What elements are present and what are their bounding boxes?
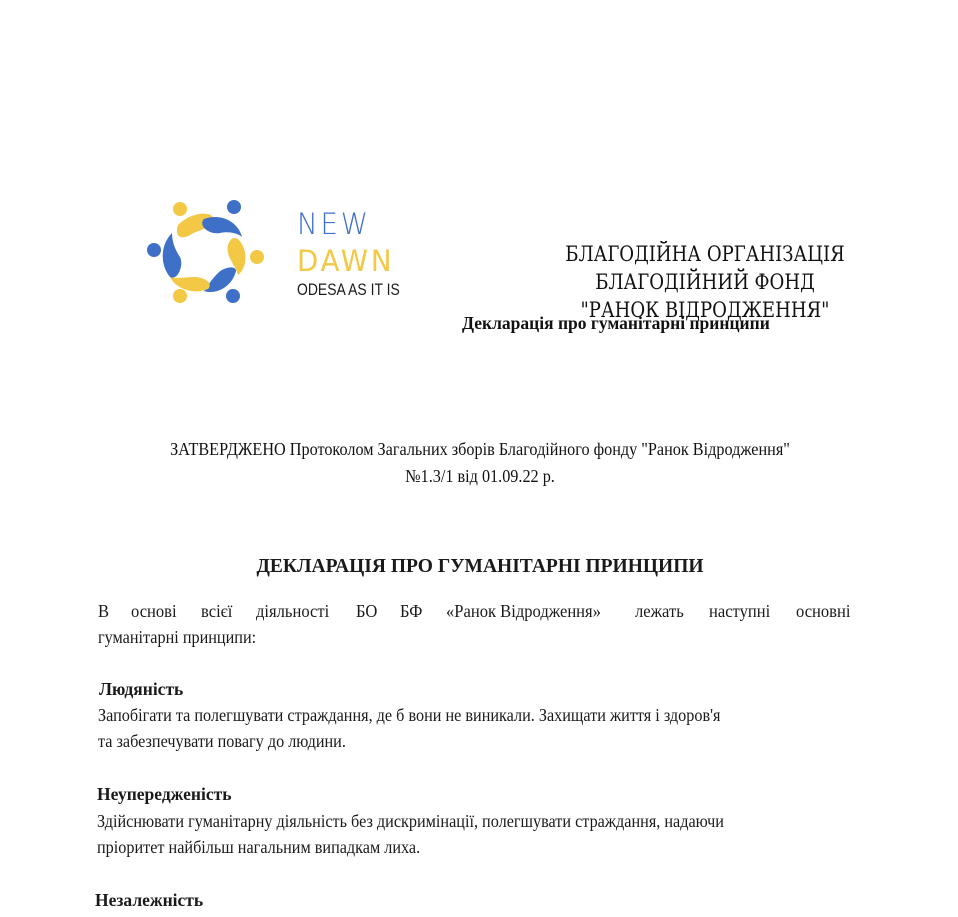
principle-body-humanity xyxy=(98,702,858,754)
principle-title-impartiality: Неупередженість xyxy=(97,784,232,804)
principle-title-independence: Незалежність xyxy=(95,890,204,910)
principle-line: пріоритет найбільш нагальним випадкам лиха. xyxy=(97,837,421,857)
logo-swirl xyxy=(204,267,236,292)
approval-line2: №1.3/1 від 01.09.22 р. xyxy=(405,466,555,486)
people-circle-logo-icon xyxy=(142,197,268,309)
organization-name-line1: БЛАГОДІЙНА ОРГАНІЗАЦІЯ БЛАГОДІЙНИЙ ФОНД xyxy=(565,242,845,294)
intro-word: БО xyxy=(356,601,378,621)
approval-statement xyxy=(100,436,860,490)
intro-word: основі xyxy=(130,601,177,621)
intro-word: БФ xyxy=(400,601,423,621)
principle-body-impartiality xyxy=(97,808,857,860)
principle-line: Здійснювати гуманітарну діяльність без дискримінації, полегшувати страждання, надаючи xyxy=(97,811,724,831)
intro-word: наступні xyxy=(708,601,770,621)
logo-dot xyxy=(173,289,187,303)
intro-word: «Ранок Відродження» xyxy=(445,601,601,621)
logo-wordmark xyxy=(297,207,422,299)
intro-word: лежать xyxy=(634,601,684,621)
logo-swirl xyxy=(170,277,210,291)
principle-line: Запобігати та полегшувати страждання, де б вони не виникали. Захищати життя і здоров'я xyxy=(98,705,721,725)
intro-paragraph xyxy=(98,598,855,650)
organization-name xyxy=(494,240,915,324)
logo-dot xyxy=(147,243,161,257)
intro-word: всієї xyxy=(201,601,233,621)
logo-new: NEW xyxy=(297,207,371,241)
intro-line1 xyxy=(98,598,855,624)
logo-swirl xyxy=(163,233,182,278)
logo-tagline: ODESA AS IT IS xyxy=(297,280,400,299)
logo-dot xyxy=(250,250,264,264)
logo-swirl xyxy=(202,217,242,237)
logo-dot xyxy=(173,202,187,216)
main-heading: ДЕКЛАРАЦІЯ ПРО ГУМАНІТАРНІ ПРИНЦИПИ xyxy=(256,556,704,577)
organization-name-line2: "РАНОК ВІДРОДЖЕННЯ" xyxy=(580,298,830,322)
document-subtitle: Декларація про гуманітарні принципи xyxy=(462,313,770,333)
principle-title-humanity: Людяність xyxy=(99,679,184,699)
principle-line: та забезпечувати повагу до людини. xyxy=(98,731,346,751)
logo-dot xyxy=(226,289,240,303)
logo-dawn: DAWN xyxy=(297,244,395,278)
intro-word: діяльності xyxy=(256,601,330,621)
approval-line1: ЗАТВЕРДЖЕНО Протоколом Загальних зборів Благодійного фонду "Ранок Відродження" xyxy=(170,439,790,459)
intro-word: В xyxy=(98,601,110,621)
logo-dot xyxy=(227,200,241,214)
intro-line2: гуманітарні принципи: xyxy=(98,627,257,647)
intro-word: основні xyxy=(795,601,851,621)
